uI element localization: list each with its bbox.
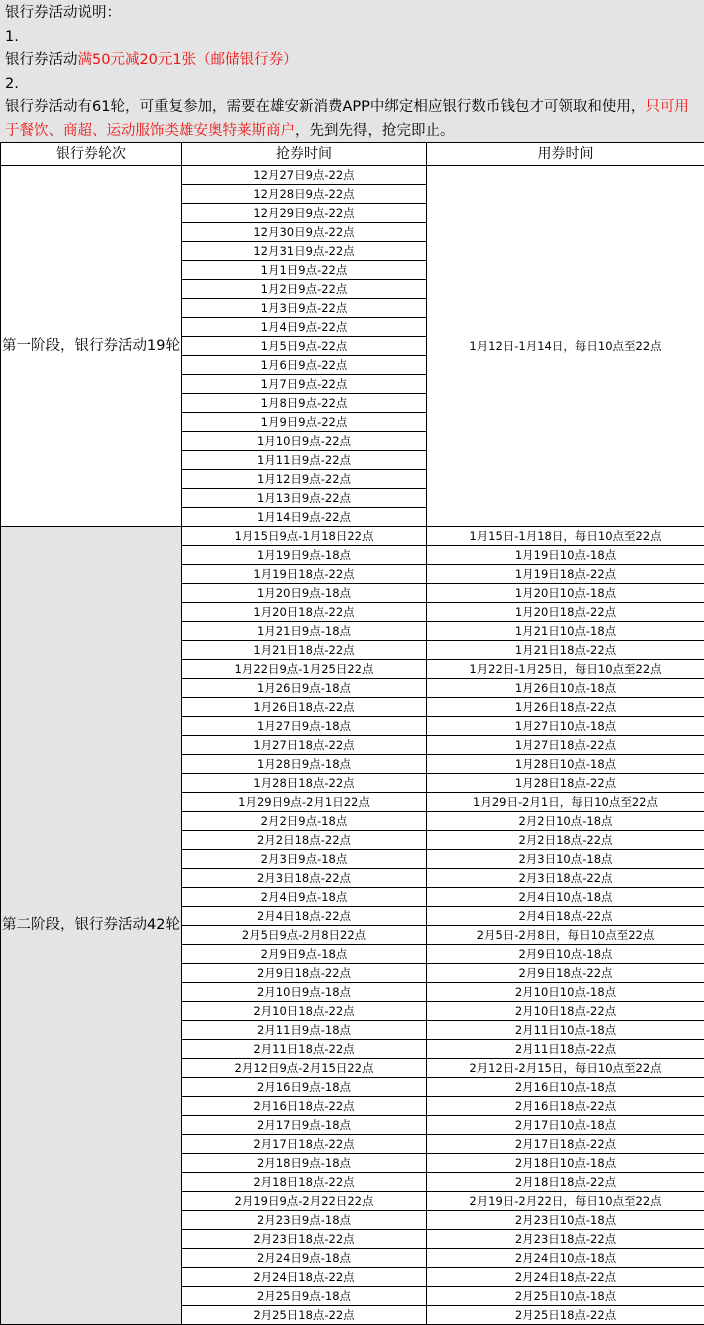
coupon-schedule-body [1,143,704,1325]
table-row [1,527,704,546]
header-round: 银行券轮次 [1,143,182,166]
notes-item2-highlight: 只可用于餐饮、商超、运动服饰类雄安奥特莱斯商户 [5,99,689,139]
notes-item1 [5,49,699,73]
grab-time-cell: 1月13日9点-22点 [182,489,427,508]
use-time-cell: 1月21日10点-18点 [427,622,704,641]
use-time-cell: 2月11日18点-22点 [427,1040,704,1059]
grab-time-cell: 2月4日9点-18点 [182,888,427,907]
grab-time-cell: 2月18日9点-18点 [182,1154,427,1173]
grab-time-cell: 1月5日9点-22点 [182,337,427,356]
use-time-cell: 2月25日18点-22点 [427,1306,704,1325]
grab-time-cell: 2月4日18点-22点 [182,907,427,926]
use-time-cell: 2月2日18点-22点 [427,831,704,850]
table-row [1,166,704,185]
grab-time-cell: 1月22日9点-1月25日22点 [182,660,427,679]
grab-time-cell: 1月20日9点-18点 [182,584,427,603]
grab-time-cell: 1月14日9点-22点 [182,508,427,527]
grab-time-cell: 2月25日18点-22点 [182,1306,427,1325]
grab-time-cell: 12月28日9点-22点 [182,185,427,204]
grab-time-cell: 1月21日9点-18点 [182,622,427,641]
grab-time-cell: 1月20日18点-22点 [182,603,427,622]
grab-time-cell: 1月27日9点-18点 [182,717,427,736]
use-time-cell: 1月28日18点-22点 [427,774,704,793]
grab-time-cell: 1月19日9点-18点 [182,546,427,565]
grab-time-cell: 12月27日9点-22点 [182,166,427,185]
use-time-cell: 2月19日-2月22日，每日10点至22点 [427,1192,704,1211]
use-time-cell: 2月25日10点-18点 [427,1287,704,1306]
grab-time-cell: 2月10日18点-22点 [182,1002,427,1021]
grab-time-cell: 2月23日9点-18点 [182,1211,427,1230]
use-time-cell: 2月4日18点-22点 [427,907,704,926]
grab-time-cell: 2月16日9点-18点 [182,1078,427,1097]
grab-time-cell: 2月2日18点-22点 [182,831,427,850]
use-time-cell: 1月27日18点-22点 [427,736,704,755]
activity-notes [0,0,704,142]
grab-time-cell: 12月31日9点-22点 [182,242,427,261]
grab-time-cell: 1月19日18点-22点 [182,565,427,584]
grab-time-cell: 1月28日18点-22点 [182,774,427,793]
use-time-cell: 2月23日18点-22点 [427,1230,704,1249]
grab-time-cell: 2月10日9点-18点 [182,983,427,1002]
use-time-cell: 1月19日18点-22点 [427,565,704,584]
use-time-cell: 2月17日18点-22点 [427,1135,704,1154]
notes-title: 银行券活动说明： [5,2,699,26]
grab-time-cell: 2月11日18点-22点 [182,1040,427,1059]
grab-time-cell: 2月25日9点-18点 [182,1287,427,1306]
grab-time-cell: 1月3日9点-22点 [182,299,427,318]
notes-item1-highlight: 满50元减20元1张（邮储银行券） [78,52,298,68]
header-use-time: 用券时间 [427,143,704,166]
grab-time-cell: 2月2日9点-18点 [182,812,427,831]
use-time-cell: 2月24日18点-22点 [427,1268,704,1287]
grab-time-cell: 1月12日9点-22点 [182,470,427,489]
use-time-cell: 2月10日18点-22点 [427,1002,704,1021]
use-time-cell: 2月3日18点-22点 [427,869,704,888]
use-time-cell: 2月23日10点-18点 [427,1211,704,1230]
grab-time-cell: 1月21日18点-22点 [182,641,427,660]
use-time-cell: 1月22日-1月25日，每日10点至22点 [427,660,704,679]
grab-time-cell: 1月10日9点-22点 [182,432,427,451]
grab-time-cell: 1月26日9点-18点 [182,679,427,698]
use-time-cell: 1月19日10点-18点 [427,546,704,565]
use-time-cell: 1月26日18点-22点 [427,698,704,717]
notes-item1-number: 1. [5,26,699,50]
use-time-cell: 1月20日10点-18点 [427,584,704,603]
grab-time-cell: 2月23日18点-22点 [182,1230,427,1249]
use-time-cell: 1月29日-2月1日，每日10点至22点 [427,793,704,812]
use-time-cell: 2月9日10点-18点 [427,945,704,964]
grab-time-cell: 1月11日9点-22点 [182,451,427,470]
use-time-cell: 2月16日18点-22点 [427,1097,704,1116]
grab-time-cell: 1月27日18点-22点 [182,736,427,755]
stage2-label: 第二阶段，银行券活动42轮 [1,527,182,1325]
grab-time-cell: 2月3日18点-22点 [182,869,427,888]
use-time-cell: 1月15日-1月18日，每日10点至22点 [427,527,704,546]
grab-time-cell: 2月5日9点-2月8日22点 [182,926,427,945]
header-grab-time: 抢券时间 [182,143,427,166]
grab-time-cell: 1月2日9点-22点 [182,280,427,299]
notes-item2-text-a: 银行券活动有61轮，可重复参加，需要在雄安新消费APP中绑定相应银行数币钱包才可领取和使用， [5,99,645,115]
use-time-cell: 1月20日18点-22点 [427,603,704,622]
use-time-cell: 2月12日-2月15日，每日10点至22点 [427,1059,704,1078]
grab-time-cell: 2月9日9点-18点 [182,945,427,964]
stage1-use-time: 1月12日-1月14日，每日10点至22点 [427,166,704,527]
use-time-cell: 2月9日18点-22点 [427,964,704,983]
grab-time-cell: 1月1日9点-22点 [182,261,427,280]
grab-time-cell: 12月30日9点-22点 [182,223,427,242]
use-time-cell: 1月21日18点-22点 [427,641,704,660]
notes-item2 [5,96,699,143]
use-time-cell: 2月5日-2月8日，每日10点至22点 [427,926,704,945]
stage1-label: 第一阶段，银行券活动19轮 [1,166,182,527]
notes-item2-number: 2. [5,73,699,97]
use-time-cell: 2月16日10点-18点 [427,1078,704,1097]
grab-time-cell: 2月3日9点-18点 [182,850,427,869]
use-time-cell: 2月2日10点-18点 [427,812,704,831]
use-time-cell: 2月24日10点-18点 [427,1249,704,1268]
use-time-cell: 1月26日10点-18点 [427,679,704,698]
grab-time-cell: 2月12日9点-2月15日22点 [182,1059,427,1078]
grab-time-cell: 2月17日18点-22点 [182,1135,427,1154]
grab-time-cell: 12月29日9点-22点 [182,204,427,223]
use-time-cell: 2月10日10点-18点 [427,983,704,1002]
grab-time-cell: 1月9日9点-22点 [182,413,427,432]
notes-item2-text-b: ，先到先得，抢完即止。 [295,123,455,139]
grab-time-cell: 1月28日9点-18点 [182,755,427,774]
grab-time-cell: 2月16日18点-22点 [182,1097,427,1116]
use-time-cell: 1月27日10点-18点 [427,717,704,736]
use-time-cell: 2月3日10点-18点 [427,850,704,869]
grab-time-cell: 1月29日9点-2月1日22点 [182,793,427,812]
grab-time-cell: 2月24日18点-22点 [182,1268,427,1287]
grab-time-cell: 2月18日18点-22点 [182,1173,427,1192]
use-time-cell: 2月17日10点-18点 [427,1116,704,1135]
grab-time-cell: 2月24日9点-18点 [182,1249,427,1268]
grab-time-cell: 2月17日9点-18点 [182,1116,427,1135]
table-header-row [1,143,704,166]
coupon-schedule-table [0,142,704,1325]
use-time-cell: 2月4日10点-18点 [427,888,704,907]
grab-time-cell: 1月4日9点-22点 [182,318,427,337]
grab-time-cell: 1月15日9点-1月18日22点 [182,527,427,546]
use-time-cell: 2月11日10点-18点 [427,1021,704,1040]
use-time-cell: 1月28日10点-18点 [427,755,704,774]
grab-time-cell: 2月19日9点-2月22日22点 [182,1192,427,1211]
grab-time-cell: 1月8日9点-22点 [182,394,427,413]
grab-time-cell: 1月7日9点-22点 [182,375,427,394]
use-time-cell: 2月18日18点-22点 [427,1173,704,1192]
grab-time-cell: 2月11日9点-18点 [182,1021,427,1040]
grab-time-cell: 1月6日9点-22点 [182,356,427,375]
grab-time-cell: 2月9日18点-22点 [182,964,427,983]
use-time-cell: 2月18日10点-18点 [427,1154,704,1173]
grab-time-cell: 1月26日18点-22点 [182,698,427,717]
notes-item1-prefix: 银行券活动 [5,52,78,68]
